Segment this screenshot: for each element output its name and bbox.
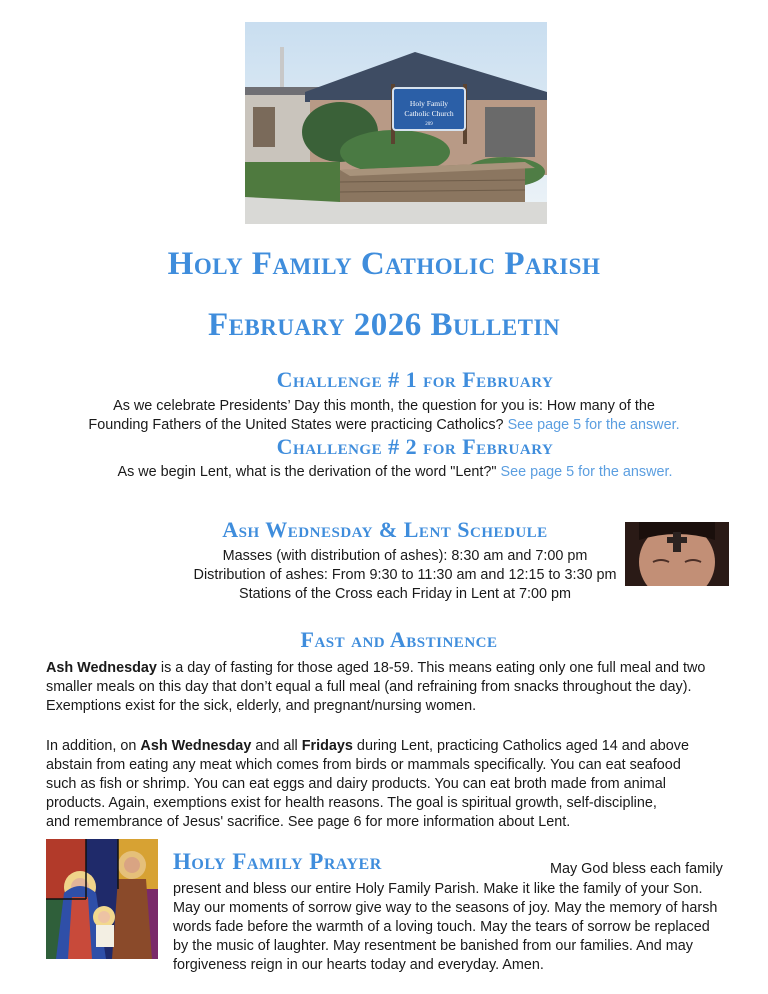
challenge2-answer-link[interactable]: See page 5 for the answer.	[500, 464, 673, 480]
sign-text-line2: Catholic Church	[404, 109, 454, 118]
fast-paragraph-1	[46, 659, 746, 716]
stained-glass-illustration	[46, 839, 158, 959]
challenge1-heading: Challenge # 1 for February	[276, 367, 554, 392]
prayer-line: May our moments of sorrow give way to the seasons of joy. May the memory of harsh	[173, 900, 718, 916]
ash-cross-photo	[625, 522, 729, 586]
fast-p2-text-b: and all	[251, 738, 302, 754]
prayer-text	[173, 880, 763, 975]
fast-p2-bold-fridays: Fridays	[301, 738, 353, 754]
challenge1-answer-link[interactable]: See page 5 for the answer.	[507, 417, 680, 433]
prayer-line: by the music of laughter. May resentment be banished from our families. And may	[173, 938, 693, 954]
lent-schedule-item: Stations of the Cross each Friday in Lent at 7:00 pm	[239, 586, 571, 602]
bulletin-title: February 2026 Bulletin	[207, 307, 561, 343]
challenge2-heading: Challenge # 2 for February	[276, 434, 554, 459]
lent-schedule-heading: Ash Wednesday & Lent Schedule	[222, 517, 548, 542]
prayer-heading: Holy Family Prayer	[173, 849, 382, 874]
challenge2-question: As we begin Lent, what is the derivation of the word "Lent?"	[117, 464, 497, 480]
fast-p1-line2: smaller meals on this day that don’t equal a full meal (and refraining from snacks throughout the day).	[46, 679, 692, 695]
fast-p2-text-a: In addition, on	[46, 738, 141, 754]
prayer-first-line: May God bless each family	[550, 861, 723, 877]
challenge1-line2	[0, 416, 768, 435]
holy-family-stained-glass	[46, 839, 158, 959]
fast-p2-line1	[46, 737, 746, 756]
fast-p2-line2: abstain from eating any meat which comes from birds or mammals specifically. You can eat seafood	[46, 757, 681, 773]
fast-p2-bold-ash: Ash Wednesday	[140, 738, 252, 754]
fast-p1-line1	[46, 659, 746, 678]
fast-p1-line3: Exemptions exist for the sick, elderly, and pregnant/nursing women.	[46, 698, 477, 714]
fast-p2-line5: and remembrance of Jesus' sacrifice. See page 6 for more information about Lent.	[46, 814, 571, 830]
church-photo	[245, 22, 547, 224]
lent-schedule-item: Masses (with distribution of ashes): 8:30 am and 7:00 pm	[222, 548, 588, 564]
prayer-line: words fade before the warmth of a loving touch. May the tears of sorrow be replaced	[173, 919, 710, 935]
parish-title: Holy Family Catholic Parish	[167, 246, 601, 282]
lent-schedule-list	[130, 547, 680, 604]
sign-text-number: 209	[425, 122, 433, 127]
prayer-line: forgiveness reign in our hearts today and everyday. Amen.	[173, 957, 544, 973]
lent-schedule-item: Distribution of ashes: From 9:30 to 11:30 am and 12:15 to 3:30 pm	[193, 567, 617, 583]
fast-p2-line4: products. Again, exemptions exist for health reasons. The goal is spiritual growth, self-discipline,	[46, 795, 657, 811]
ash-cross-illustration	[625, 522, 729, 586]
fast-p2-line3: such as fish or shrimp. You can eat eggs and dairy products. You can eat broth made from animal	[46, 776, 666, 792]
fast-p2-text-c: during Lent, practicing Catholics aged 14 and above	[352, 738, 689, 754]
prayer-line: present and bless our entire Holy Family Parish. Make it like the family of your Son.	[173, 881, 703, 897]
fast-p1-bold: Ash Wednesday	[46, 660, 157, 676]
challenge1-question: Founding Fathers of the United States were practicing Catholics?	[88, 417, 504, 433]
sign-text-line1: Holy Family	[409, 99, 449, 108]
fast-heading: Fast and Abstinence	[300, 627, 498, 652]
challenge2-text	[0, 463, 768, 482]
church-illustration	[245, 22, 547, 224]
fast-p1-text: is a day of fasting for those aged 18-59. This means eating only one full meal and two	[156, 660, 706, 676]
challenge1-text	[0, 397, 768, 435]
challenge1-line1: As we celebrate Presidents’ Day this month, the question for you is: How many of the	[113, 398, 655, 414]
fast-paragraph-2	[46, 737, 746, 832]
